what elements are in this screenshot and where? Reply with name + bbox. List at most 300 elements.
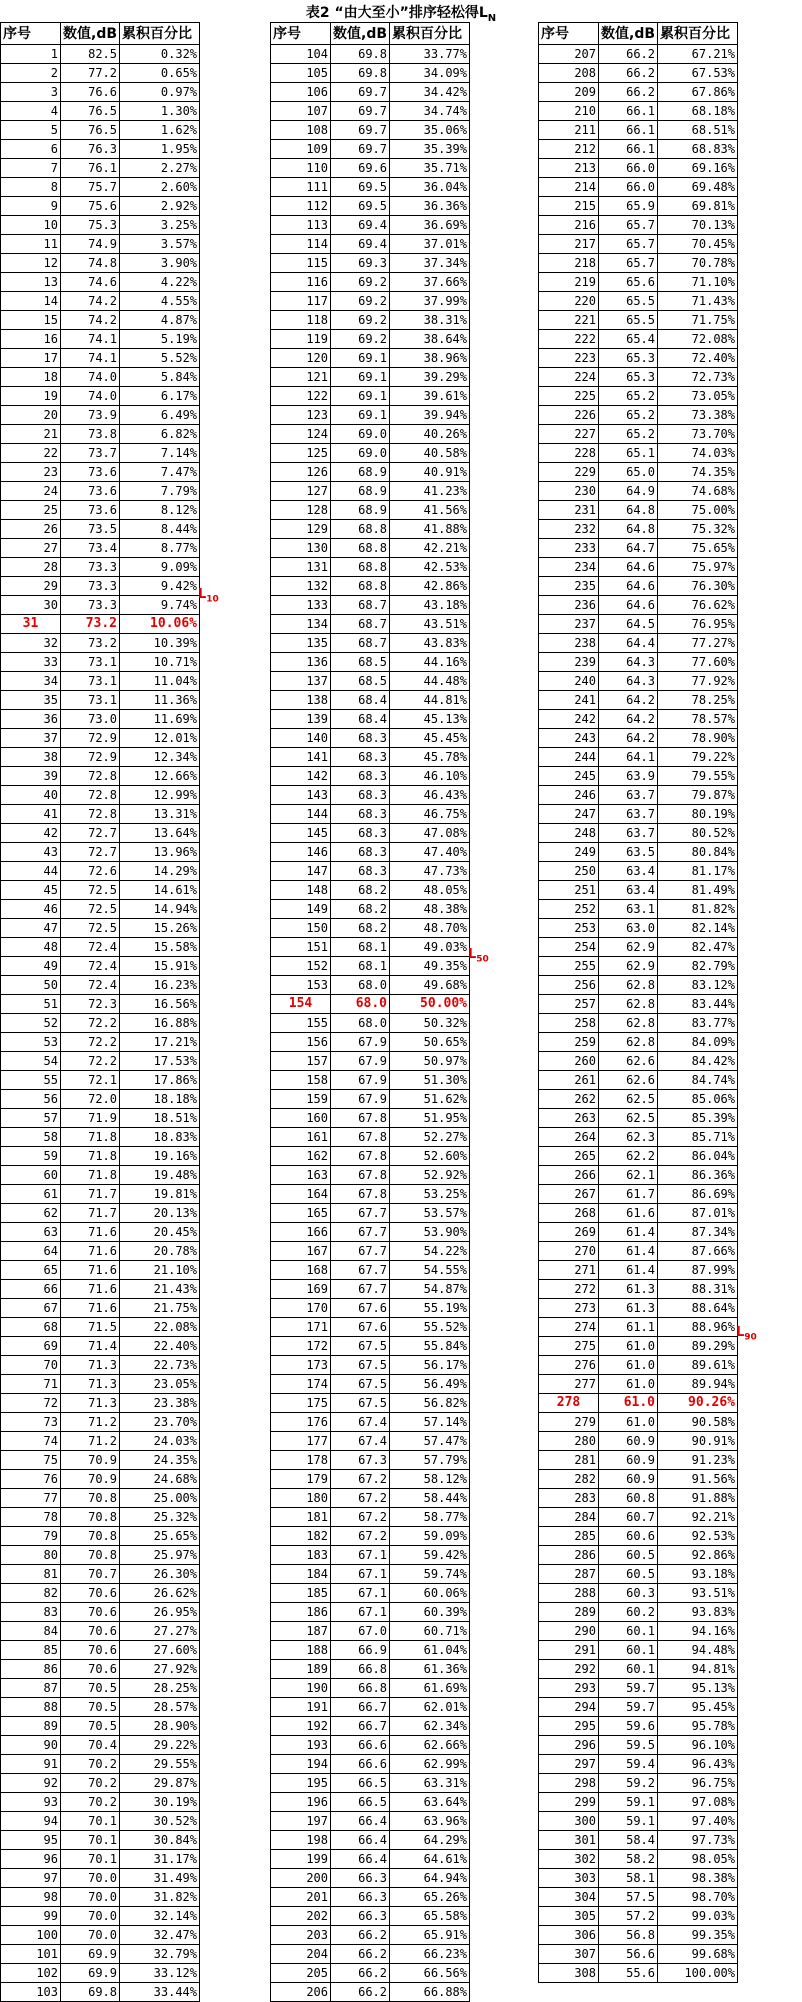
row-cumulative: 88.31% xyxy=(658,1280,738,1299)
row-value: 74.0 xyxy=(61,387,120,406)
row-index: 200 xyxy=(271,1869,331,1888)
row-value: 63.0 xyxy=(599,919,658,938)
row-index: 196 xyxy=(271,1793,331,1812)
row-cumulative: 24.03% xyxy=(120,1432,200,1451)
table-row xyxy=(271,634,470,653)
row-cumulative: 92.86% xyxy=(658,1546,738,1565)
row-index: 40 xyxy=(1,786,61,805)
row-cumulative: 34.74% xyxy=(390,102,470,121)
table-row xyxy=(271,1413,470,1432)
row-cumulative: 71.43% xyxy=(658,292,738,311)
row-cumulative: 98.05% xyxy=(658,1850,738,1869)
row-cumulative: 41.23% xyxy=(390,482,470,501)
row-value: 70.6 xyxy=(61,1603,120,1622)
row-index: 101 xyxy=(1,1945,61,1964)
row-index: 98 xyxy=(1,1888,61,1907)
row-cumulative: 40.91% xyxy=(390,463,470,482)
row-index: 179 xyxy=(271,1470,331,1489)
table-row xyxy=(271,1660,470,1679)
row-value: 67.2 xyxy=(331,1508,390,1527)
row-value: 69.0 xyxy=(331,444,390,463)
row-cumulative: 80.19% xyxy=(658,805,738,824)
table-row xyxy=(1,1565,200,1584)
row-cumulative: 37.01% xyxy=(390,235,470,254)
row-cumulative: 53.25% xyxy=(390,1185,470,1204)
table-row xyxy=(271,938,470,957)
row-index: 111 xyxy=(271,178,331,197)
row-index: 120 xyxy=(271,349,331,368)
row-index: 224 xyxy=(539,368,599,387)
row-cumulative: 11.69% xyxy=(120,710,200,729)
row-cumulative: 59.09% xyxy=(390,1527,470,1546)
row-cumulative: 90.26% xyxy=(658,1394,738,1413)
row-cumulative: 38.31% xyxy=(390,311,470,330)
table-row xyxy=(539,1508,738,1527)
row-index: 57 xyxy=(1,1109,61,1128)
row-value: 64.2 xyxy=(599,729,658,748)
row-value: 61.0 xyxy=(599,1394,658,1413)
row-cumulative: 90.58% xyxy=(658,1413,738,1432)
row-index: 117 xyxy=(271,292,331,311)
row-value: 70.5 xyxy=(61,1679,120,1698)
table-row xyxy=(539,767,738,786)
row-cumulative: 54.87% xyxy=(390,1280,470,1299)
row-value: 60.9 xyxy=(599,1432,658,1451)
row-value: 76.5 xyxy=(61,121,120,140)
table-row xyxy=(1,1546,200,1565)
row-value: 66.9 xyxy=(331,1641,390,1660)
row-index: 96 xyxy=(1,1850,61,1869)
row-cumulative: 34.42% xyxy=(390,83,470,102)
row-index: 217 xyxy=(539,235,599,254)
row-index: 34 xyxy=(1,672,61,691)
row-index: 207 xyxy=(539,45,599,64)
row-index: 204 xyxy=(271,1945,331,1964)
row-cumulative: 33.12% xyxy=(120,1964,200,1983)
row-index: 234 xyxy=(539,558,599,577)
row-cumulative: 3.57% xyxy=(120,235,200,254)
row-cumulative: 20.13% xyxy=(120,1204,200,1223)
row-value: 67.2 xyxy=(331,1527,390,1546)
table-block-2 xyxy=(270,22,470,2002)
row-value: 68.3 xyxy=(331,729,390,748)
row-cumulative: 75.32% xyxy=(658,520,738,539)
row-value: 69.8 xyxy=(331,64,390,83)
row-cumulative: 73.38% xyxy=(658,406,738,425)
table-row xyxy=(1,121,200,140)
row-cumulative: 81.82% xyxy=(658,900,738,919)
row-index: 162 xyxy=(271,1147,331,1166)
row-cumulative: 96.43% xyxy=(658,1755,738,1774)
table-row xyxy=(271,805,470,824)
table-row xyxy=(1,387,200,406)
table-row xyxy=(271,881,470,900)
row-cumulative: 32.14% xyxy=(120,1907,200,1926)
row-cumulative: 64.94% xyxy=(390,1869,470,1888)
row-index: 229 xyxy=(539,463,599,482)
row-index: 308 xyxy=(539,1964,599,1983)
table-row xyxy=(271,1299,470,1318)
row-value: 67.6 xyxy=(331,1299,390,1318)
row-index: 253 xyxy=(539,919,599,938)
row-value: 70.0 xyxy=(61,1869,120,1888)
table-row xyxy=(271,292,470,311)
row-cumulative: 51.62% xyxy=(390,1090,470,1109)
table-row xyxy=(539,1166,738,1185)
row-value: 64.2 xyxy=(599,710,658,729)
table-row xyxy=(1,1318,200,1337)
row-cumulative: 48.38% xyxy=(390,900,470,919)
table-row xyxy=(271,1698,470,1717)
table-row xyxy=(539,1584,738,1603)
row-value: 67.1 xyxy=(331,1603,390,1622)
row-index: 269 xyxy=(539,1223,599,1242)
row-index: 13 xyxy=(1,273,61,292)
row-value: 68.3 xyxy=(331,786,390,805)
row-index: 185 xyxy=(271,1584,331,1603)
row-value: 69.9 xyxy=(61,1964,120,1983)
row-index: 6 xyxy=(1,140,61,159)
row-cumulative: 58.44% xyxy=(390,1489,470,1508)
row-cumulative: 29.87% xyxy=(120,1774,200,1793)
row-index: 226 xyxy=(539,406,599,425)
table-row xyxy=(539,1755,738,1774)
table-row xyxy=(539,463,738,482)
table-row xyxy=(271,425,470,444)
row-index: 126 xyxy=(271,463,331,482)
row-cumulative: 56.49% xyxy=(390,1375,470,1394)
table-row xyxy=(539,1223,738,1242)
row-index: 107 xyxy=(271,102,331,121)
row-value: 72.5 xyxy=(61,881,120,900)
row-value: 72.8 xyxy=(61,805,120,824)
row-index: 289 xyxy=(539,1603,599,1622)
table-row xyxy=(539,1888,738,1907)
table-row xyxy=(539,634,738,653)
row-value: 69.3 xyxy=(331,254,390,273)
row-index: 74 xyxy=(1,1432,61,1451)
table-title xyxy=(0,2,802,24)
row-cumulative: 63.96% xyxy=(390,1812,470,1831)
row-value: 69.1 xyxy=(331,406,390,425)
row-index: 51 xyxy=(1,995,61,1014)
row-index: 123 xyxy=(271,406,331,425)
table-row xyxy=(539,273,738,292)
row-cumulative: 24.68% xyxy=(120,1470,200,1489)
row-index: 219 xyxy=(539,273,599,292)
row-index: 284 xyxy=(539,1508,599,1527)
row-index: 237 xyxy=(539,615,599,634)
row-index: 95 xyxy=(1,1831,61,1850)
row-cumulative: 0.97% xyxy=(120,83,200,102)
table-row xyxy=(271,1204,470,1223)
table-block-1 xyxy=(0,22,200,2002)
row-index: 7 xyxy=(1,159,61,178)
table-row xyxy=(271,539,470,558)
row-index: 147 xyxy=(271,862,331,881)
row-cumulative: 0.65% xyxy=(120,64,200,83)
table-row xyxy=(271,1717,470,1736)
row-value: 71.6 xyxy=(61,1261,120,1280)
row-value: 62.6 xyxy=(599,1052,658,1071)
row-cumulative: 78.57% xyxy=(658,710,738,729)
row-index: 154 xyxy=(271,995,331,1014)
row-cumulative: 44.16% xyxy=(390,653,470,672)
row-value: 60.1 xyxy=(599,1660,658,1679)
row-index: 186 xyxy=(271,1603,331,1622)
row-value: 64.6 xyxy=(599,558,658,577)
table-row xyxy=(539,1869,738,1888)
table-row xyxy=(539,976,738,995)
row-cumulative: 96.75% xyxy=(658,1774,738,1793)
row-index: 278 xyxy=(539,1394,599,1413)
row-cumulative: 43.51% xyxy=(390,615,470,634)
table-row xyxy=(539,1964,738,1983)
table-row xyxy=(539,1698,738,1717)
row-index: 102 xyxy=(1,1964,61,1983)
row-index: 12 xyxy=(1,254,61,273)
row-index: 124 xyxy=(271,425,331,444)
row-cumulative: 30.84% xyxy=(120,1831,200,1850)
table-row xyxy=(539,1926,738,1945)
row-value: 66.2 xyxy=(331,1926,390,1945)
marker-letter: L xyxy=(198,587,207,602)
table-row xyxy=(271,824,470,843)
row-index: 166 xyxy=(271,1223,331,1242)
table-row xyxy=(1,1755,200,1774)
row-cumulative: 2.60% xyxy=(120,178,200,197)
row-cumulative: 84.42% xyxy=(658,1052,738,1071)
table-row xyxy=(1,1603,200,1622)
row-cumulative: 83.12% xyxy=(658,976,738,995)
row-cumulative: 61.04% xyxy=(390,1641,470,1660)
row-index: 84 xyxy=(1,1622,61,1641)
row-index: 10 xyxy=(1,216,61,235)
table-row xyxy=(1,1394,200,1413)
table-row xyxy=(271,615,470,634)
row-cumulative: 75.65% xyxy=(658,539,738,558)
row-index: 114 xyxy=(271,235,331,254)
row-cumulative: 12.99% xyxy=(120,786,200,805)
row-index: 92 xyxy=(1,1774,61,1793)
row-cumulative: 2.92% xyxy=(120,197,200,216)
table-row xyxy=(1,577,200,596)
row-index: 294 xyxy=(539,1698,599,1717)
table-row xyxy=(539,387,738,406)
row-index: 79 xyxy=(1,1527,61,1546)
table-title-text: 表2 “由大至小”排序轻松得L xyxy=(305,5,488,21)
table-row xyxy=(1,843,200,862)
table-row xyxy=(539,1774,738,1793)
table-block-3 xyxy=(538,22,738,1983)
row-index: 87 xyxy=(1,1679,61,1698)
table-row xyxy=(1,1071,200,1090)
row-value: 68.0 xyxy=(331,976,390,995)
table-row xyxy=(1,1679,200,1698)
row-cumulative: 23.05% xyxy=(120,1375,200,1394)
table-row xyxy=(1,1983,200,2002)
table-row xyxy=(271,102,470,121)
row-value: 69.2 xyxy=(331,292,390,311)
row-cumulative: 33.44% xyxy=(120,1983,200,2002)
row-index: 287 xyxy=(539,1565,599,1584)
row-cumulative: 8.44% xyxy=(120,520,200,539)
table-row xyxy=(1,1299,200,1318)
row-value: 60.5 xyxy=(599,1546,658,1565)
row-index: 170 xyxy=(271,1299,331,1318)
row-cumulative: 91.88% xyxy=(658,1489,738,1508)
row-index: 295 xyxy=(539,1717,599,1736)
row-cumulative: 17.86% xyxy=(120,1071,200,1090)
table-row xyxy=(271,1774,470,1793)
table-row xyxy=(539,1071,738,1090)
row-cumulative: 84.09% xyxy=(658,1033,738,1052)
row-value: 67.2 xyxy=(331,1470,390,1489)
table-row xyxy=(1,1014,200,1033)
row-value: 72.9 xyxy=(61,729,120,748)
row-value: 64.7 xyxy=(599,539,658,558)
table-row xyxy=(1,767,200,786)
row-cumulative: 52.27% xyxy=(390,1128,470,1147)
row-value: 64.6 xyxy=(599,596,658,615)
row-cumulative: 72.73% xyxy=(658,368,738,387)
row-value: 68.7 xyxy=(331,615,390,634)
row-cumulative: 88.64% xyxy=(658,1299,738,1318)
row-index: 291 xyxy=(539,1641,599,1660)
table-row xyxy=(271,1603,470,1622)
row-value: 66.2 xyxy=(599,83,658,102)
table-row xyxy=(539,520,738,539)
row-value: 66.0 xyxy=(599,178,658,197)
row-index: 106 xyxy=(271,83,331,102)
row-cumulative: 97.08% xyxy=(658,1793,738,1812)
table-row xyxy=(539,444,738,463)
row-index: 8 xyxy=(1,178,61,197)
row-value: 67.8 xyxy=(331,1109,390,1128)
row-index: 108 xyxy=(271,121,331,140)
row-cumulative: 74.03% xyxy=(658,444,738,463)
table-row xyxy=(1,672,200,691)
row-value: 62.2 xyxy=(599,1147,658,1166)
marker-subscript: 90 xyxy=(744,1332,757,1343)
row-value: 70.8 xyxy=(61,1508,120,1527)
row-cumulative: 93.51% xyxy=(658,1584,738,1603)
table-row xyxy=(1,919,200,938)
row-cumulative: 3.90% xyxy=(120,254,200,273)
row-cumulative: 23.70% xyxy=(120,1413,200,1432)
row-value: 75.6 xyxy=(61,197,120,216)
row-index: 148 xyxy=(271,881,331,900)
row-value: 70.9 xyxy=(61,1451,120,1470)
row-value: 74.1 xyxy=(61,349,120,368)
row-value: 68.9 xyxy=(331,482,390,501)
row-value: 59.1 xyxy=(599,1812,658,1831)
row-value: 77.2 xyxy=(61,64,120,83)
table-row xyxy=(1,634,200,653)
row-index: 303 xyxy=(539,1869,599,1888)
row-value: 72.7 xyxy=(61,824,120,843)
row-cumulative: 16.88% xyxy=(120,1014,200,1033)
row-index: 268 xyxy=(539,1204,599,1223)
row-cumulative: 37.34% xyxy=(390,254,470,273)
table-row xyxy=(539,1280,738,1299)
table-row xyxy=(539,653,738,672)
row-index: 134 xyxy=(271,615,331,634)
table-row xyxy=(1,330,200,349)
row-index: 183 xyxy=(271,1546,331,1565)
row-value: 69.4 xyxy=(331,235,390,254)
table-row xyxy=(539,140,738,159)
row-index: 36 xyxy=(1,710,61,729)
row-value: 68.3 xyxy=(331,824,390,843)
row-cumulative: 38.96% xyxy=(390,349,470,368)
row-index: 62 xyxy=(1,1204,61,1223)
row-value: 61.0 xyxy=(599,1337,658,1356)
table-row xyxy=(539,710,738,729)
row-cumulative: 82.79% xyxy=(658,957,738,976)
table-row xyxy=(1,520,200,539)
table-row xyxy=(271,1622,470,1641)
row-value: 69.5 xyxy=(331,178,390,197)
row-cumulative: 18.83% xyxy=(120,1128,200,1147)
row-value: 67.8 xyxy=(331,1185,390,1204)
row-index: 23 xyxy=(1,463,61,482)
header-value: 数值,dB xyxy=(61,23,120,45)
row-index: 259 xyxy=(539,1033,599,1052)
row-value: 60.2 xyxy=(599,1603,658,1622)
row-cumulative: 22.40% xyxy=(120,1337,200,1356)
row-cumulative: 44.81% xyxy=(390,691,470,710)
row-cumulative: 74.68% xyxy=(658,482,738,501)
table-row xyxy=(271,1584,470,1603)
row-cumulative: 6.49% xyxy=(120,406,200,425)
row-value: 70.0 xyxy=(61,1888,120,1907)
table-row xyxy=(1,596,200,615)
row-index: 241 xyxy=(539,691,599,710)
table-row xyxy=(539,1109,738,1128)
row-index: 191 xyxy=(271,1698,331,1717)
row-value: 58.4 xyxy=(599,1831,658,1850)
table-row xyxy=(1,1109,200,1128)
row-index: 211 xyxy=(539,121,599,140)
row-cumulative: 20.45% xyxy=(120,1223,200,1242)
table-row xyxy=(539,748,738,767)
row-index: 297 xyxy=(539,1755,599,1774)
row-cumulative: 62.66% xyxy=(390,1736,470,1755)
row-cumulative: 70.45% xyxy=(658,235,738,254)
header-value: 数值,dB xyxy=(599,23,658,45)
table-row xyxy=(539,539,738,558)
row-value: 70.8 xyxy=(61,1546,120,1565)
row-value: 68.1 xyxy=(331,938,390,957)
row-index: 231 xyxy=(539,501,599,520)
row-value: 76.1 xyxy=(61,159,120,178)
row-index: 76 xyxy=(1,1470,61,1489)
table-row xyxy=(1,292,200,311)
row-index: 135 xyxy=(271,634,331,653)
row-value: 68.8 xyxy=(331,558,390,577)
table-row xyxy=(539,691,738,710)
row-index: 22 xyxy=(1,444,61,463)
row-value: 71.2 xyxy=(61,1432,120,1451)
table-row xyxy=(271,387,470,406)
row-value: 65.5 xyxy=(599,292,658,311)
table-row xyxy=(539,1052,738,1071)
row-cumulative: 17.53% xyxy=(120,1052,200,1071)
row-cumulative: 49.68% xyxy=(390,976,470,995)
table-row xyxy=(1,1869,200,1888)
row-cumulative: 82.47% xyxy=(658,938,738,957)
